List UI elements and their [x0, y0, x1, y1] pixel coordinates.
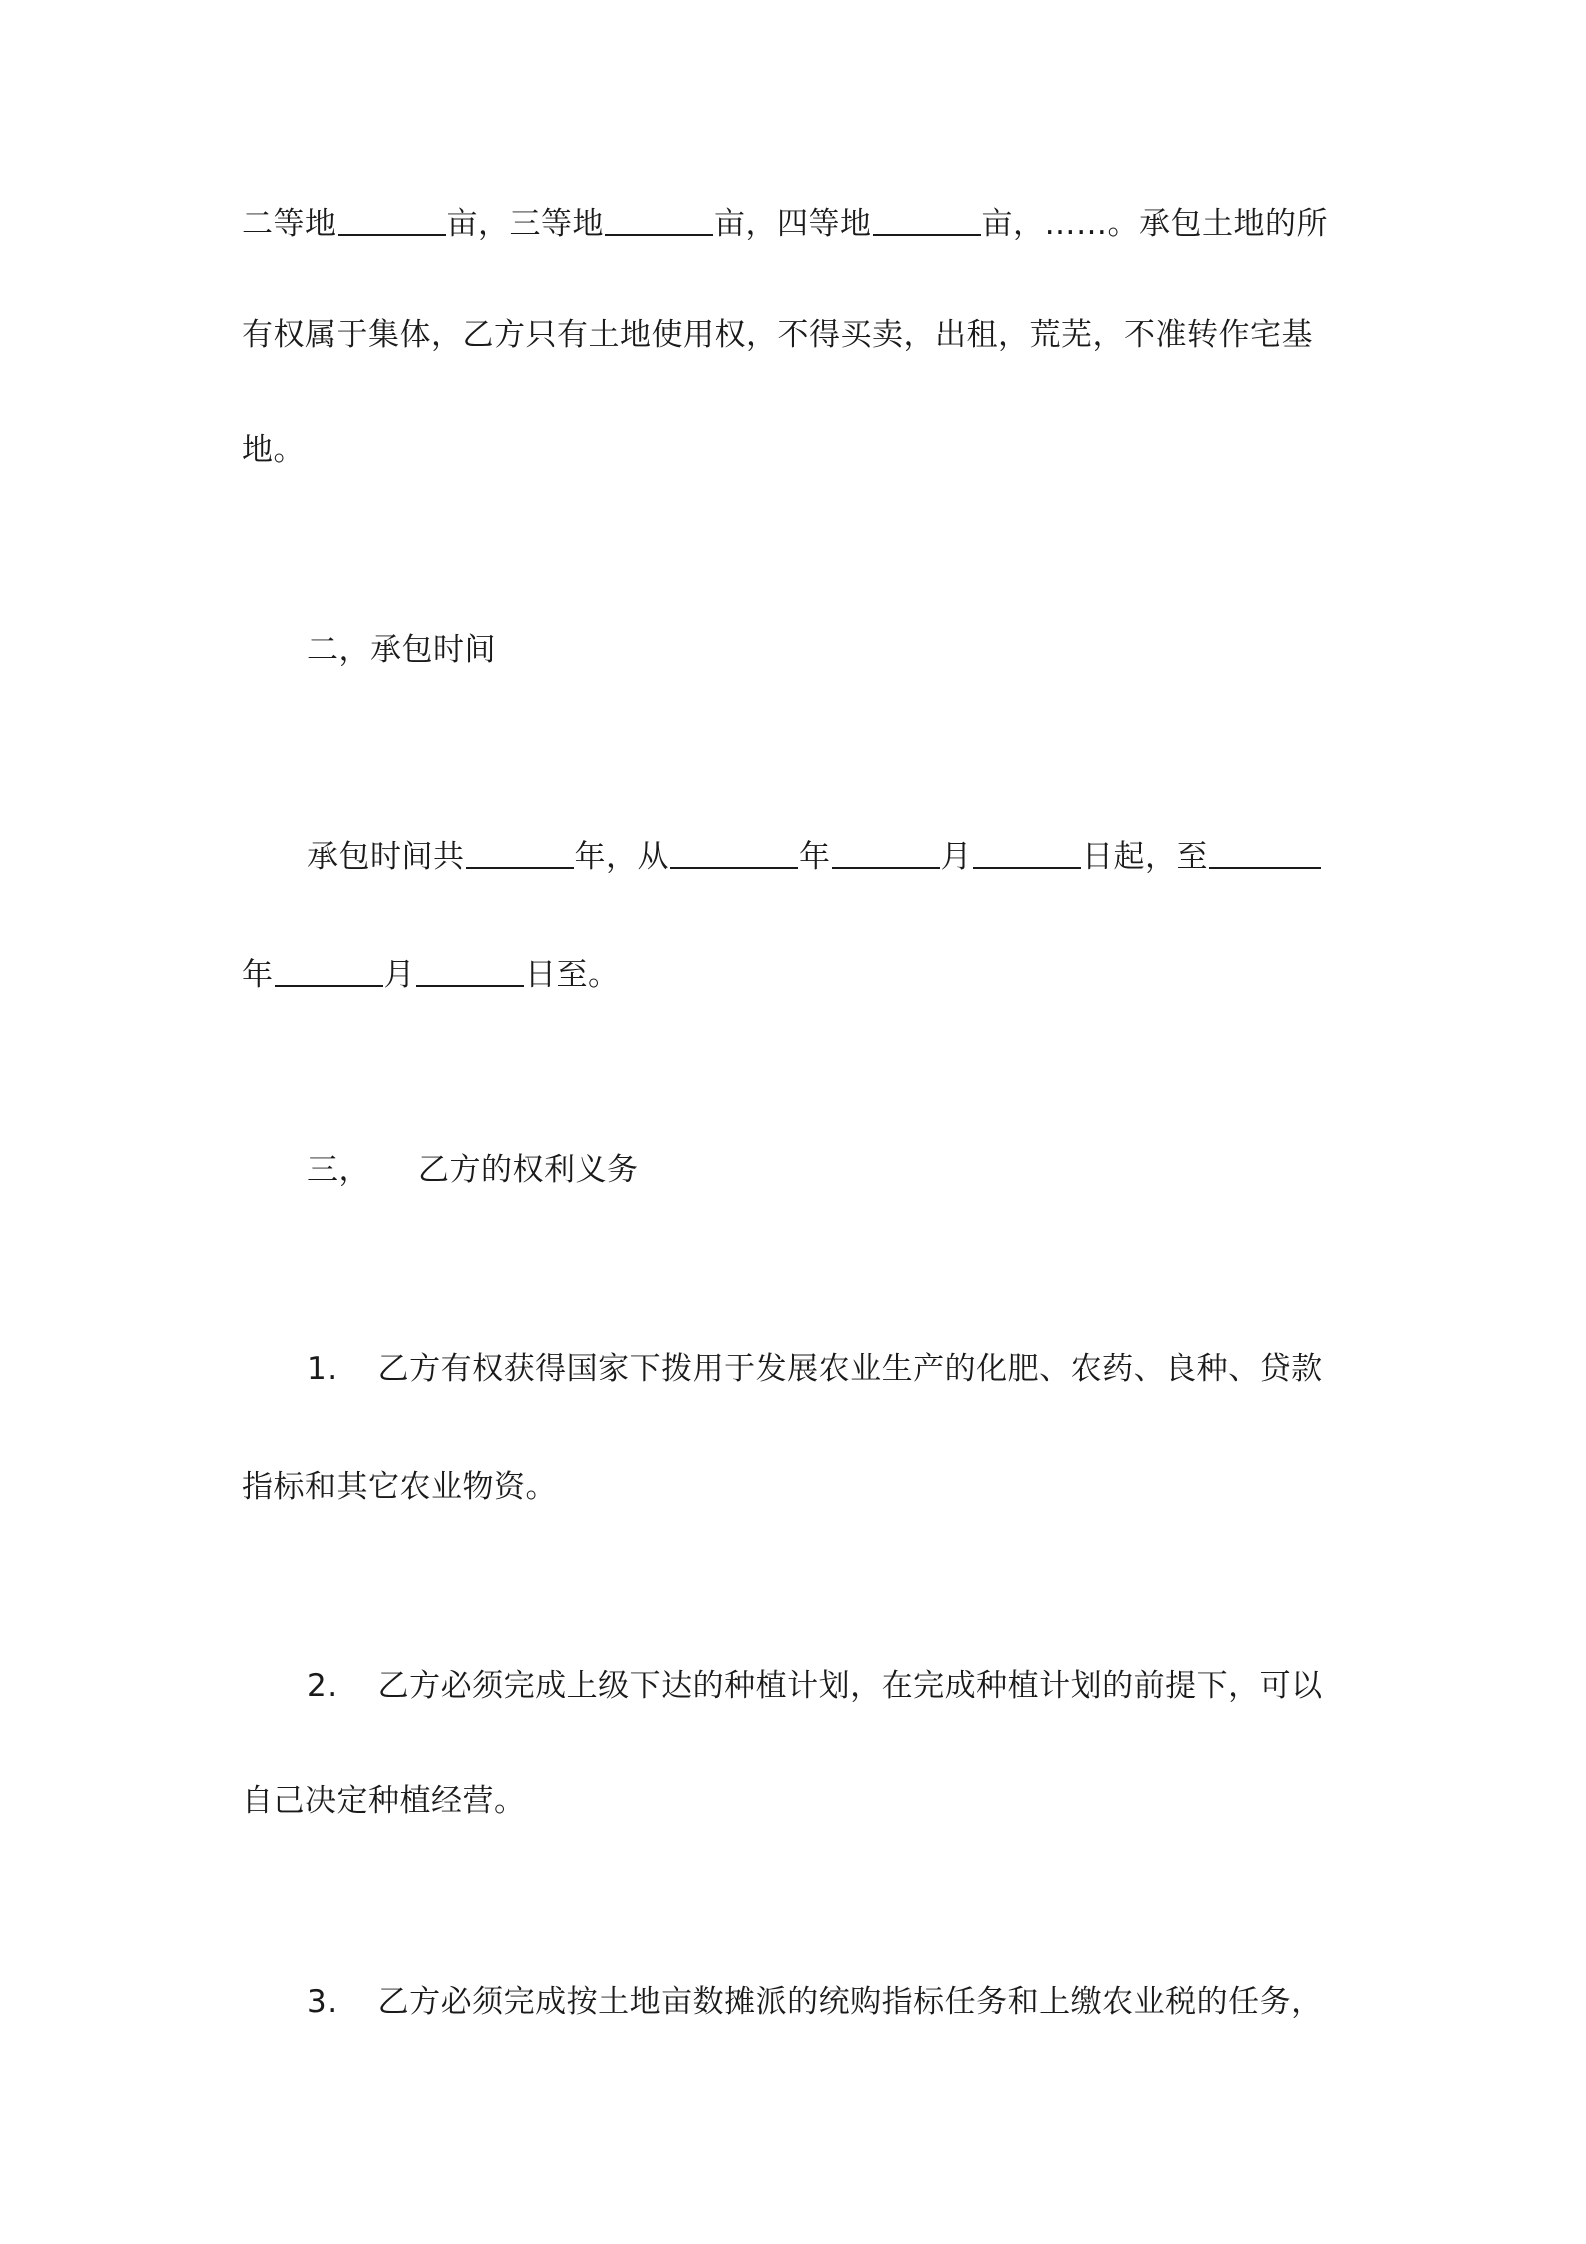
text-run: 二等地	[242, 206, 337, 242]
fill-blank	[670, 839, 798, 869]
heading-text: 乙方的权利义务	[418, 1152, 639, 1188]
text-run: 日起，至	[1082, 839, 1208, 875]
list-number: 1.	[307, 1351, 338, 1387]
text-run: 乙方必须完成按土地亩数摊派的统购指标任务和上缴农业税的任务，	[377, 1984, 1323, 2020]
paragraph-line	[242, 953, 1352, 997]
list-item-line	[307, 1664, 1417, 1708]
list-item-line	[307, 1347, 1417, 1391]
text-run: 承包时间共	[307, 839, 465, 875]
text-run: 年	[242, 957, 274, 993]
text-run: 月	[383, 957, 415, 993]
fill-blank	[275, 957, 383, 987]
paragraph-line: 地。	[242, 432, 305, 468]
text-run: 年	[799, 839, 831, 875]
text-run: 月	[940, 839, 972, 875]
text-run: 亩，三等地	[446, 206, 604, 242]
fill-blank	[466, 839, 574, 869]
fill-blank	[1209, 839, 1321, 869]
list-number: 3.	[307, 1984, 338, 2020]
fill-blank	[338, 206, 446, 236]
fill-blank	[973, 839, 1081, 869]
text-run: 乙方必须完成上级下达的种植计划，在完成种植计划的前提下，可以	[377, 1668, 1323, 1704]
list-number: 2.	[307, 1668, 338, 1704]
list-item-line: 自己决定种植经营。	[242, 1783, 526, 1819]
paragraph-line: 有权属于集体，乙方只有土地使用权，不得买卖，出租，荒芜，不准转作宅基	[242, 317, 1313, 353]
text-run: 年，从	[574, 839, 669, 875]
fill-blank	[605, 206, 713, 236]
fill-blank	[832, 839, 940, 869]
paragraph-line	[307, 835, 1417, 879]
paragraph-line	[242, 202, 1352, 246]
text-run: 亩，……。承包土地的所	[981, 206, 1328, 242]
fill-blank	[416, 957, 524, 987]
text-run: 日至。	[525, 957, 620, 993]
text-run: 亩，四等地	[714, 206, 872, 242]
text-run: 乙方有权获得国家下拨用于发展农业生产的化肥、农药、良种、贷款	[377, 1351, 1323, 1387]
heading-number: 三，	[307, 1152, 370, 1188]
fill-blank	[873, 206, 981, 236]
section-heading: 二，承包时间	[307, 632, 496, 668]
list-item-line: 指标和其它农业物资。	[242, 1469, 557, 1505]
section-heading	[307, 1148, 1417, 1192]
list-item-line	[307, 1980, 1417, 2024]
